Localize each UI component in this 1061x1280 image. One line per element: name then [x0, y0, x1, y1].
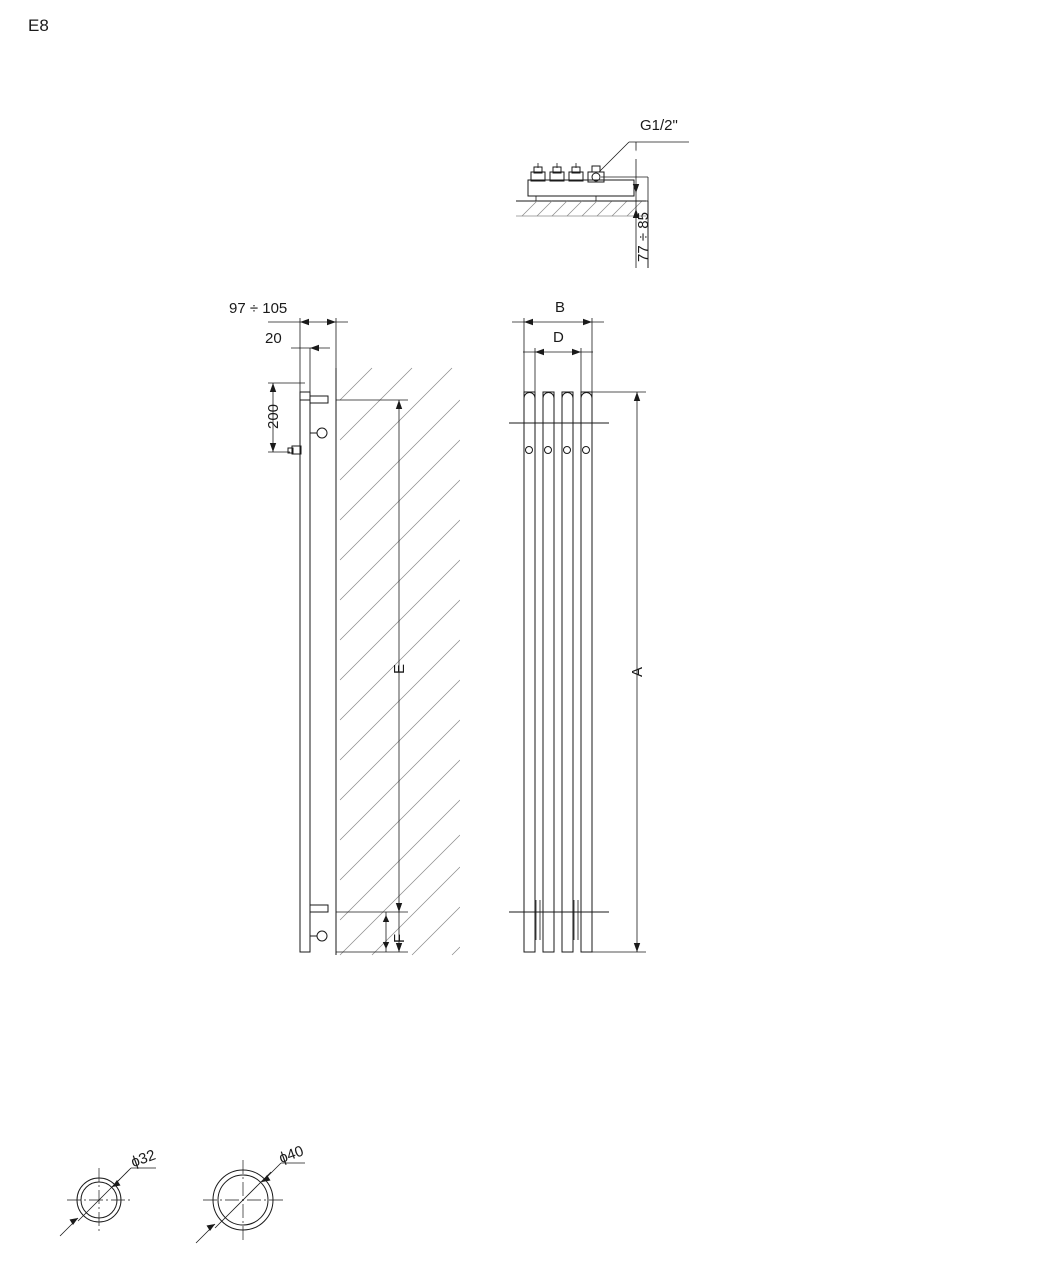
label-tube-diameter-large: ɸ40 — [276, 1142, 306, 1168]
label-bottom-offset: F — [391, 933, 408, 943]
label-wall-distance-range: 97 ÷ 105 — [229, 300, 288, 317]
label-valve-height-range: 77 ÷ 85 — [635, 212, 652, 262]
label-height-overall: A — [629, 666, 646, 677]
side-elevation-view — [265, 318, 500, 960]
product-code-label: E8 — [28, 16, 49, 35]
label-width-inner: D — [553, 329, 564, 346]
label-tube-diameter-small: ɸ32 — [128, 1146, 158, 1172]
label-bracket-offset: 20 — [265, 330, 282, 347]
tube-section-32 — [60, 1168, 156, 1236]
label-top-bracket-distance: 200 — [265, 403, 282, 429]
label-height-between-brackets: E — [391, 663, 408, 674]
tube-section-40 — [196, 1160, 305, 1243]
front-elevation-view — [509, 318, 646, 952]
valve-connection-detail — [516, 142, 689, 268]
label-width-overall: B — [555, 299, 566, 316]
label-connection-thread: G1/2" — [640, 117, 678, 134]
